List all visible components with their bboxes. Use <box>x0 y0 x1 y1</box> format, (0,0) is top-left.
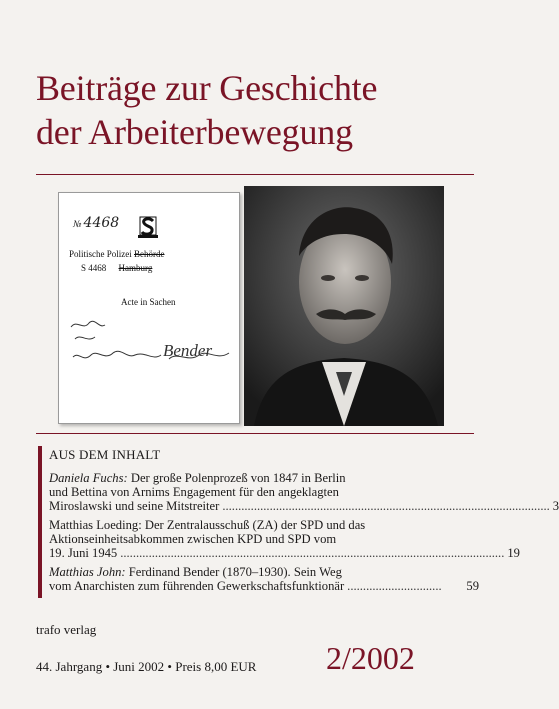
top-rule <box>36 174 474 175</box>
journal-title <box>36 66 476 154</box>
middle-rule <box>36 433 474 434</box>
entry-title-line: und Bettina von Arnims Engagement für den angeklagten <box>49 485 339 499</box>
list-item[interactable] <box>49 471 559 513</box>
file-code: S 4468 Hamburg <box>81 263 153 273</box>
issue-meta: 44. Jahrgang • Juni 2002 • Preis 8,00 EUR <box>36 659 257 674</box>
archive-document <box>58 192 240 424</box>
entry-title: Ferdinand Bender (1870–1930). Sein Weg <box>125 565 342 579</box>
entry-title: Der Zentralausschuß (ZA) der SPD und das <box>141 518 366 532</box>
contents-heading: AUS DEM INHALT <box>49 447 161 462</box>
acta-label: Acte in Sachen <box>121 297 176 307</box>
entry-page-number: 19 <box>507 546 520 560</box>
handwritten-name: Bender <box>163 341 213 360</box>
entry-author: Matthias Loeding: <box>49 518 142 532</box>
entry-title: Der große Polenprozeß von 1847 in Berlin <box>127 471 346 485</box>
entry-author: Matthias John: <box>49 565 126 579</box>
title-line-2: der Arbeiterbewegung <box>36 112 353 152</box>
s-monogram-icon <box>135 213 161 241</box>
table-of-contents <box>38 446 559 598</box>
list-item[interactable] <box>49 518 520 560</box>
portrait-photo <box>244 186 444 426</box>
man-portrait-image <box>244 186 444 426</box>
police-authority-line: Politische Polizei Behörde <box>69 249 165 259</box>
dot-leader: .............................. <box>347 579 442 593</box>
entry-page-number: 59 <box>466 579 479 593</box>
issue-number: 2/2002 <box>326 640 415 676</box>
dot-leader: .......................................................................................................................... <box>120 546 505 560</box>
entry-title-line: Miroslawski und seine Mitstreiter <box>49 499 220 513</box>
entry-author: Daniela Fuchs: <box>49 471 128 485</box>
entry-title-line: vom Anarchisten zum führenden Gewerkschaftsfunktionär <box>49 579 345 593</box>
document-number: № 4468 <box>73 215 120 231</box>
dot-leader: ........................................................................................................ <box>222 499 550 513</box>
entry-title-line: 19. Juni 1945 <box>49 546 118 560</box>
cover-images <box>58 186 444 426</box>
publisher-name: trafo verlag <box>36 622 97 637</box>
list-item[interactable] <box>49 565 479 593</box>
title-line-1: Beiträge zur Geschichte <box>36 68 378 108</box>
entry-title-line: Aktionseinheitsabkommen zwischen KPD und SPD vom <box>49 532 337 546</box>
entry-page-number: 3 <box>552 499 559 513</box>
